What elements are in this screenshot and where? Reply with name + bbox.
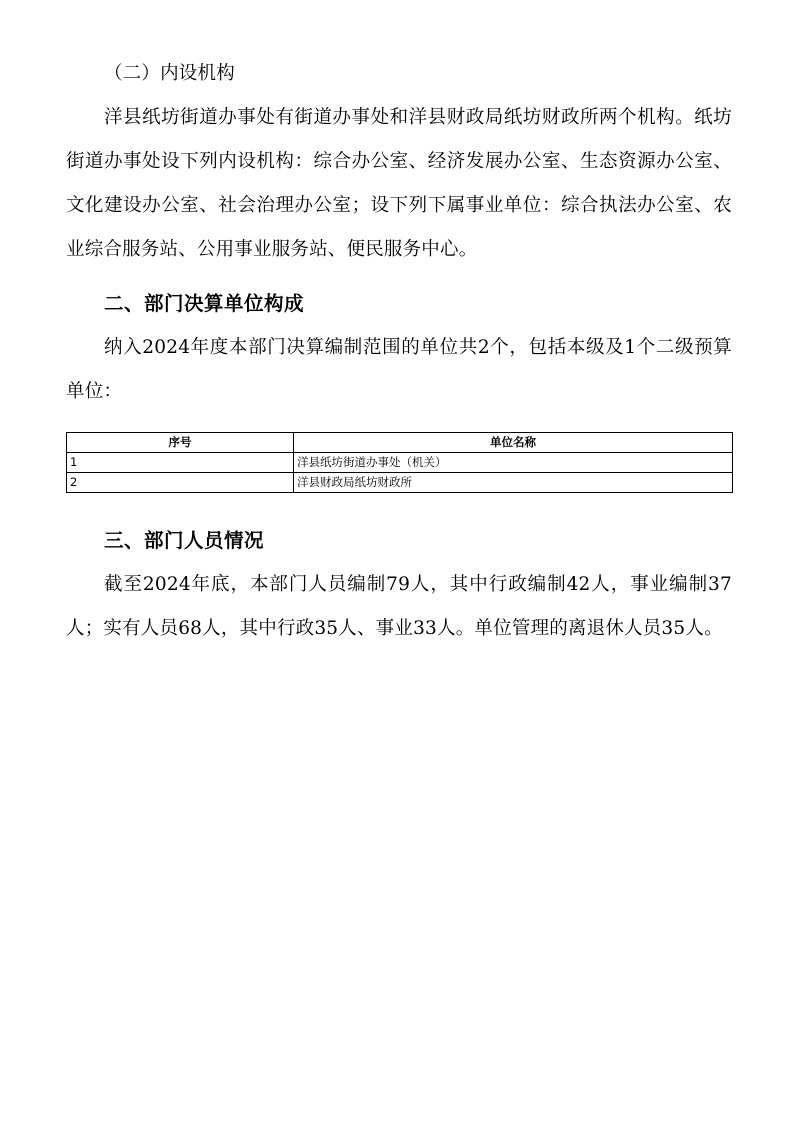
table-cell-no: 1: [67, 453, 294, 473]
paragraph-staffing-body: 截至2024年底，本部门人员编制79人，其中行政编制42人，事业编制37人；实有人员68人，其中行政35人、事业33人。单位管理的离退休人员35人。: [66, 574, 732, 639]
heading-unit-composition: 二、部门决算单位构成: [104, 292, 305, 315]
spacer: [66, 493, 732, 519]
paragraph-internal-org-body: 洋县纸坊街道办事处有街道办事处和洋县财政局纸坊财政所两个机构。纸坊街道办事处设下列内设机构：综合办公室、经济发展办公室、生态资源办公室、文化建设办公室、社会治理办公室；设下列下属事业单位：综合执法办公室、农业综合服务站、公用事业服务站、便民服务中心。: [66, 107, 732, 260]
table-cell-no: 2: [67, 473, 294, 493]
subsection-title-internal-org: （二）内设机构: [104, 63, 235, 84]
document-content: [66, 52, 732, 651]
table-cell-unit-name: 洋县财政局纸坊财政所: [294, 473, 733, 493]
paragraph-unit-composition-body: 纳入2024年度本部门决算编制范围的单位共2个，包括本级及1个二级预算单位：: [66, 337, 732, 402]
heading-staffing: 三、部门人员情况: [104, 529, 265, 552]
table-cell-unit-name: 洋县纸坊街道办事处（机关）: [294, 453, 733, 473]
table-header-row: [67, 433, 733, 453]
spacer: [66, 272, 732, 282]
table-row: [67, 473, 733, 493]
spacer: [66, 414, 732, 432]
unit-composition-table: [66, 432, 733, 493]
table-column-header-unit-name: 单位名称: [294, 433, 733, 453]
table-column-header-no: 序号: [67, 433, 294, 453]
table-row: [67, 453, 733, 473]
